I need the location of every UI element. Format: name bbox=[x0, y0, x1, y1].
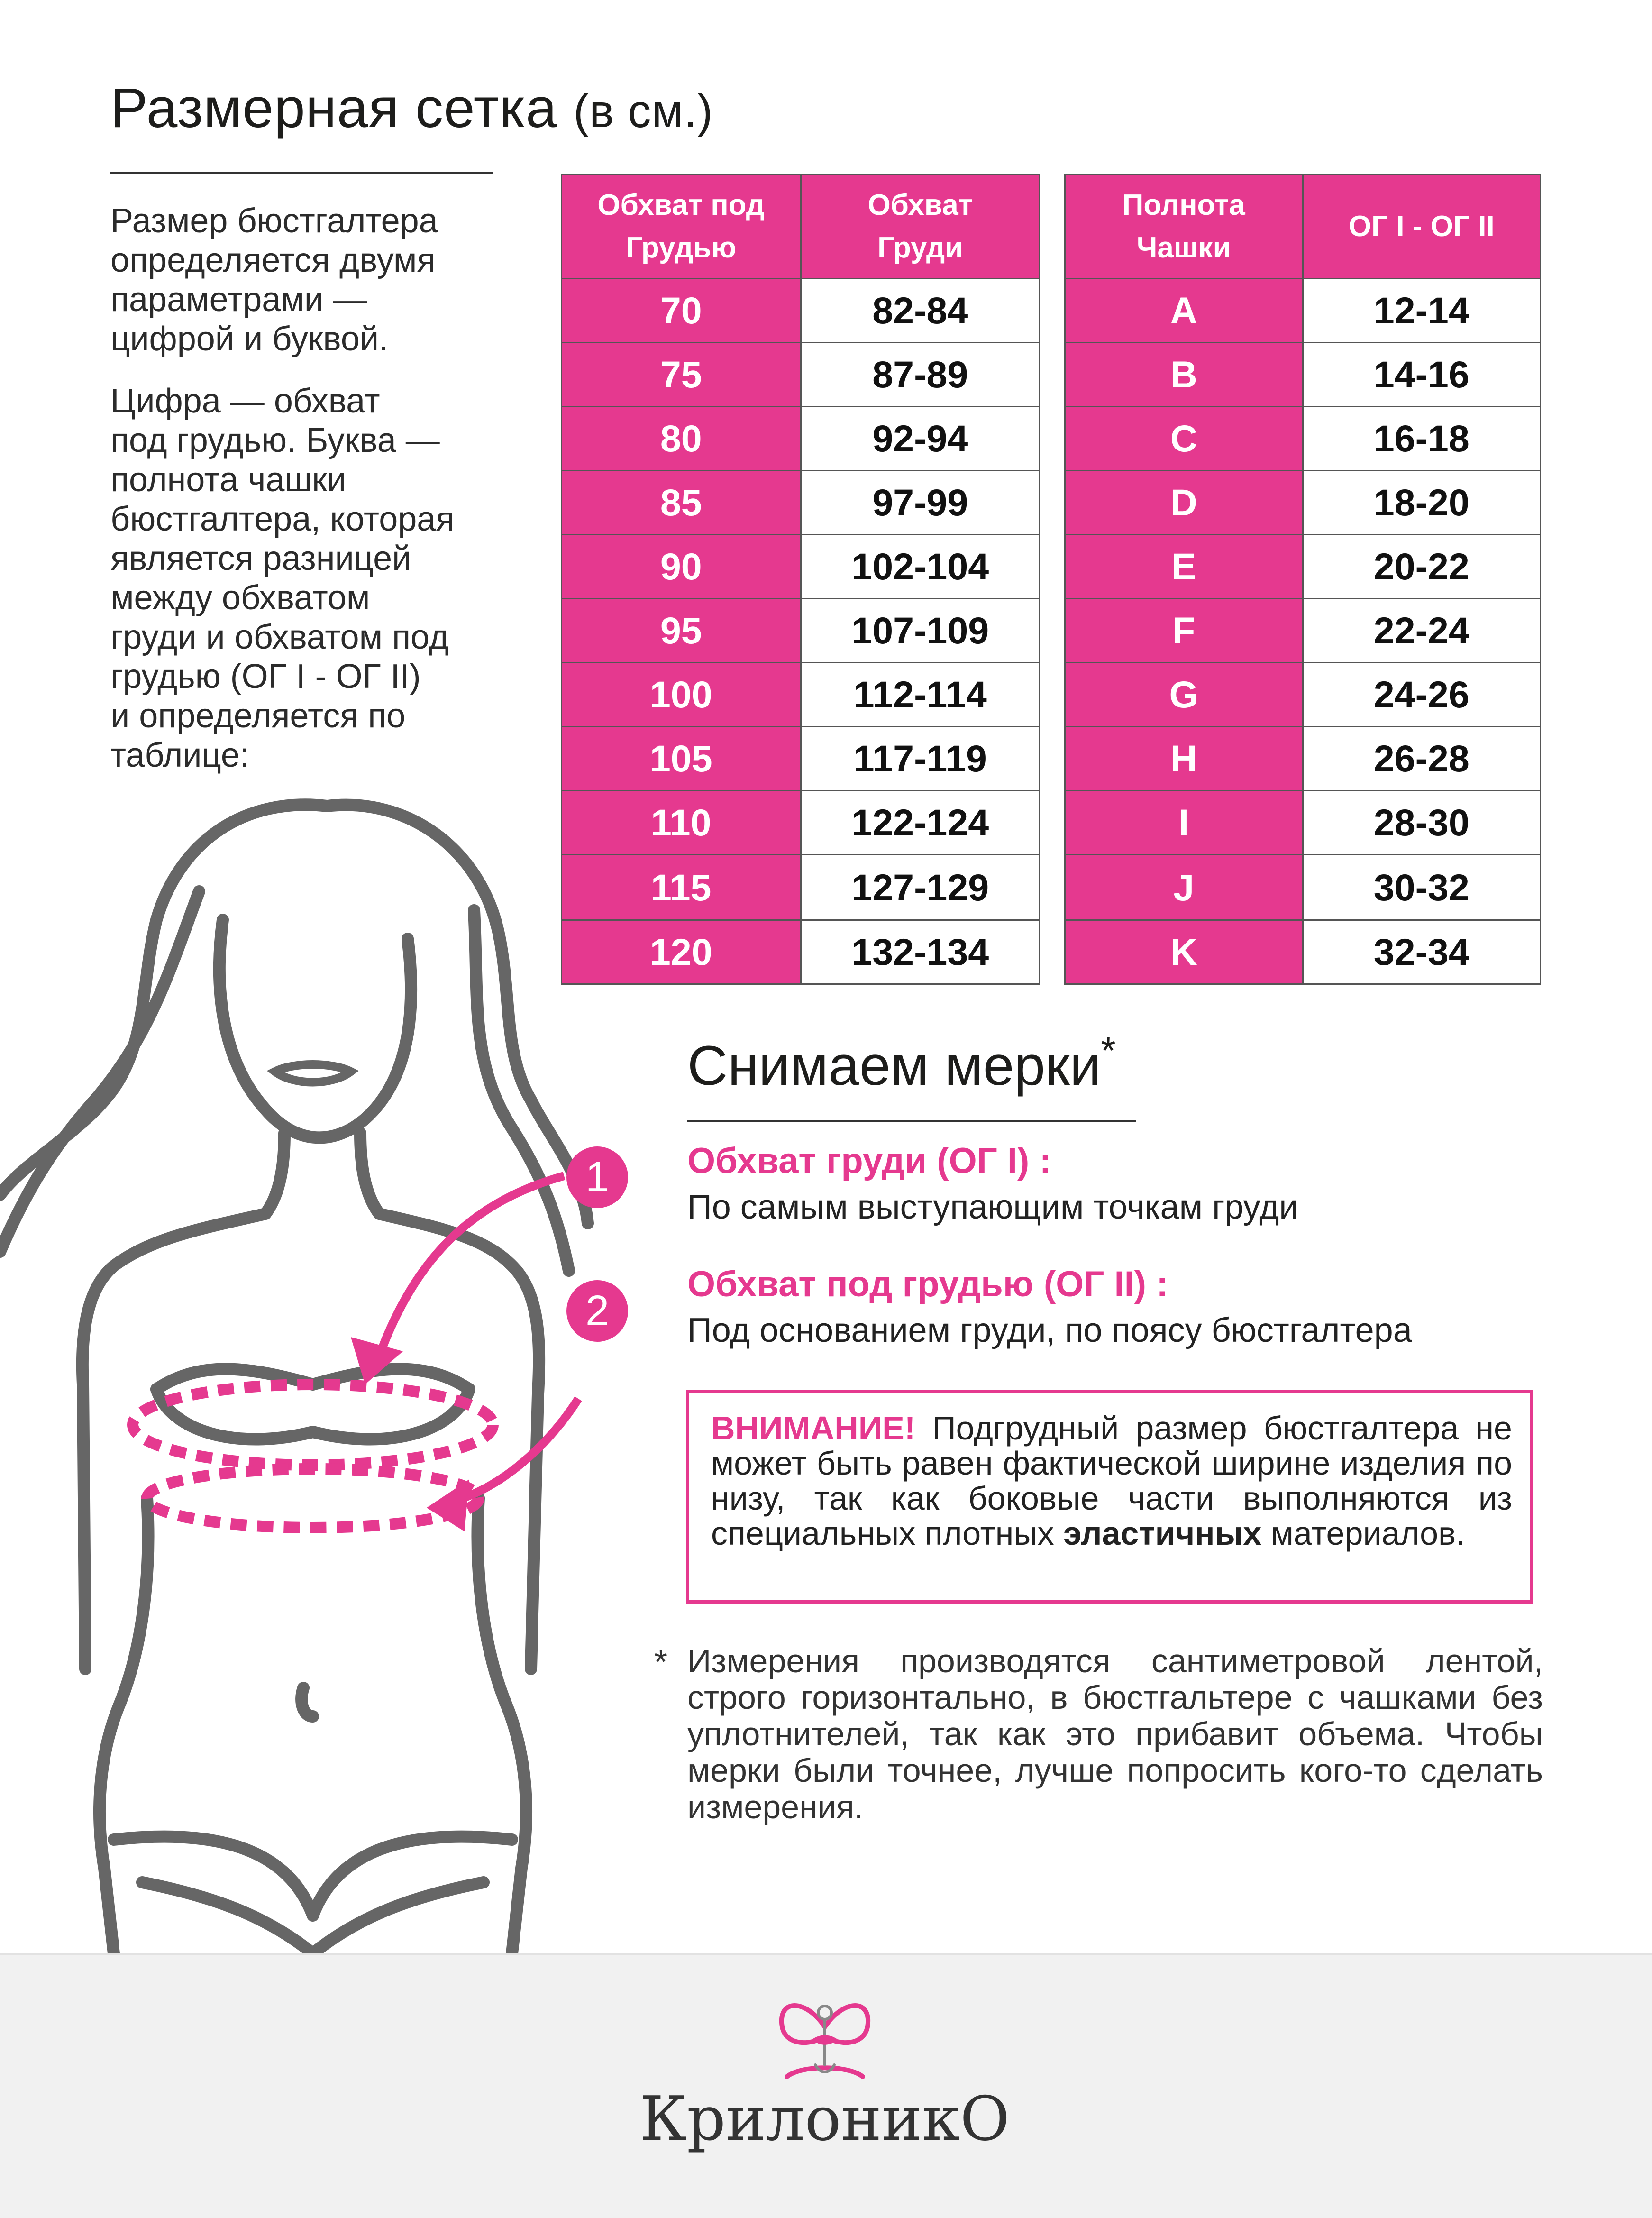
intro-line: является разницей bbox=[110, 540, 411, 577]
measure-title-mark: * bbox=[1101, 1029, 1116, 1072]
intro-line: и определяется по bbox=[110, 697, 406, 735]
step-1-badge: 1 bbox=[566, 1146, 628, 1208]
table-row: 95 107-109 bbox=[562, 599, 1040, 663]
butterfly-woman-logo-icon bbox=[773, 1994, 877, 2093]
table-row: F 22-24 bbox=[1065, 599, 1541, 663]
table-row: 80 92-94 bbox=[562, 407, 1040, 471]
title-main: Размерная сетка bbox=[110, 77, 557, 139]
measure-title-text: Снимаем мерки bbox=[687, 1035, 1101, 1097]
table-row: A 12-14 bbox=[1065, 279, 1541, 343]
intro-line: полнота чашки bbox=[110, 461, 346, 499]
table-row: C 16-18 bbox=[1065, 407, 1541, 471]
table-row: 120 132-134 bbox=[562, 920, 1040, 984]
warning-text-2: материалов. bbox=[1261, 1515, 1465, 1552]
footnote-text: Измерения производятся сантиметровой лентой, строго горизонтально, в бюстгальтере с чашками без уплотнителей, так как это прибавит объема. Чтобы мерки были точнее, лучше попросить кого-то сделать измерения. bbox=[687, 1642, 1543, 1825]
step-2-text: Под основанием груди, по поясу бюстгалтера bbox=[687, 1311, 1412, 1349]
title-unit: (в см.) bbox=[573, 85, 713, 137]
table-row: G 24-26 bbox=[1065, 663, 1541, 727]
warning-text-1: Подгрудный размер бюстгалтера не может быть равен фактической ширине изделия по низу, так как боковые части выполняются из специальных плотных bbox=[711, 1410, 1512, 1552]
band-size-table bbox=[561, 174, 1040, 985]
table-row: 85 97-99 bbox=[562, 471, 1040, 535]
intro-line: Размер бюстгалтера bbox=[110, 202, 438, 240]
table-row: 105 117-119 bbox=[562, 727, 1040, 791]
intro-paragraph-1 bbox=[110, 202, 438, 359]
table-row: 110 122-124 bbox=[562, 791, 1040, 855]
page-title bbox=[110, 76, 713, 140]
title-divider bbox=[110, 172, 493, 174]
warning-text bbox=[711, 1411, 1512, 1551]
intro-line: таблице: bbox=[110, 736, 249, 774]
brand-name: КрилоникО bbox=[639, 2084, 1010, 2154]
warning-label: ВНИМАНИЕ! bbox=[711, 1410, 916, 1447]
table-row: 100 112-114 bbox=[562, 663, 1040, 727]
table-row: 115 127-129 bbox=[562, 855, 1040, 920]
table-row: E 20-22 bbox=[1065, 535, 1541, 599]
measure-title bbox=[687, 1029, 1116, 1098]
intro-line: определяется двумя bbox=[110, 241, 436, 279]
step-2-heading: Обхват под грудью (ОГ II) : bbox=[687, 1264, 1168, 1304]
table-row: 70 82-84 bbox=[562, 279, 1040, 343]
table-row: B 14-16 bbox=[1065, 343, 1541, 407]
table-row: K 32-34 bbox=[1065, 920, 1541, 984]
intro-paragraph-2 bbox=[110, 382, 454, 775]
step-2-badge: 2 bbox=[566, 1280, 628, 1342]
band-col-header-bust: Обхват Груди bbox=[801, 174, 1040, 279]
measure-divider bbox=[687, 1120, 1136, 1122]
footnote-mark: * bbox=[654, 1643, 668, 1681]
warning-bold: эластичных bbox=[1063, 1515, 1262, 1552]
table-row: I 28-30 bbox=[1065, 791, 1541, 855]
intro-line: Цифра — обхват bbox=[110, 382, 380, 420]
intro-line: между обхватом bbox=[110, 579, 370, 617]
table-row: 90 102-104 bbox=[562, 535, 1040, 599]
intro-line: грудью (ОГ I - ОГ II) bbox=[110, 658, 421, 696]
cup-size-table bbox=[1064, 174, 1541, 985]
table-row: 75 87-89 bbox=[562, 343, 1040, 407]
intro-line: параметрами — bbox=[110, 281, 367, 319]
cup-col-header-diff: ОГ I - ОГ II bbox=[1303, 174, 1541, 279]
band-col-header-under: Обхват под Грудью bbox=[562, 174, 801, 279]
table-row: J 30-32 bbox=[1065, 855, 1541, 920]
table-row: H 26-28 bbox=[1065, 727, 1541, 791]
intro-line: бюстгалтера, которая bbox=[110, 500, 455, 538]
intro-line: под грудью. Буква — bbox=[110, 422, 440, 459]
intro-line: цифрой и буквой. bbox=[110, 320, 389, 358]
step-1-text: По самым выступающим точкам груди bbox=[687, 1188, 1298, 1226]
cup-col-header-fullness: Полнота Чашки bbox=[1065, 174, 1303, 279]
step-1-heading: Обхват груди (ОГ I) : bbox=[687, 1141, 1051, 1181]
intro-line: груди и обхватом под bbox=[110, 618, 449, 656]
table-row: D 18-20 bbox=[1065, 471, 1541, 535]
